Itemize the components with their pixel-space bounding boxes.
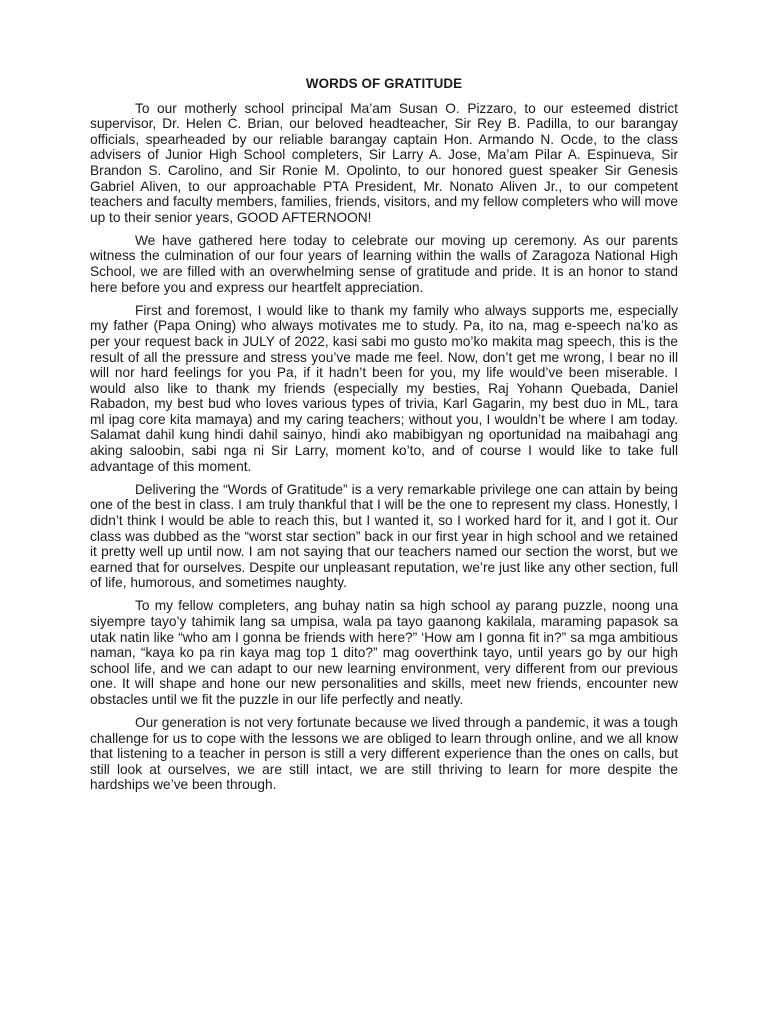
document-title: WORDS OF GRATITUDE <box>305 76 463 91</box>
paragraph-puzzle: To my fellow completers, ang buhay natin sa high school ay parang puzzle, noong una siyempre tayo’y tahimik lang sa umpisa, wala pa tayo gaanong kakilala, maraming papasok sa utak natin like “who am I gonna be friends with here?” ‘How am I gonna fit in?” sa mga ambitious naman, “kaya ko pa rin kaya mag top 1 dito?” mag ooverthink tayo, until years go by our high school life, and we can adapt to our new learning environment, very different from our previous one. It will shape and hone our new personalities and skills, meet new friends, encounter new obstacles until we fit the puzzle in our life perfectly and neatly. <box>90 598 678 707</box>
paragraph-privilege: Delivering the “Words of Gratitude” is a very remarkable privilege one can attain by being one of the best in class. I am truly thankful that I will be the one to represent my class. Honestly, I didn’t think I would be able to reach this, but I wanted it, so I worked hard for it, and I got it. Our class was dubbed as the “worst star section” back in our first year in high school and we retained it pretty well up until now. I am not saying that our teachers named our section the worst, but we earned that for ourselves. Despite our unpleasant reputation, we’re just like any other section, full of life, humorous, and sometimes naughty. <box>90 481 678 591</box>
paragraph-family-thanks: First and foremost, I would like to thank my family who always supports me, especially my father (Papa Oning) who always motivates me to study. Pa, ito na, mag e-speech na’ko as per your request back in JULY of 2022, kasi sabi mo gusto mo’ko makita mag speech, this is the result of all the pressure and stress you’ve made me feel. Now, don’t get me wrong, I bear no ill will nor hard feelings for you Pa, if it hadn’t been for you, my life would’ve been miserable. I would also like to thank my friends (especially my besties, Raj Yohann Quebada, Daniel Rabadon, my best bud who loves various types of trivia, Karl Gagarin, my best duo in ML, tara ml ipag core kita mamaya) and my caring teachers; without you, I wouldn’t be where I am today. Salamat dahil kung hindi dahil sainyo, hindi ako mabibigyan ng oportunidad na maibahagi ang aking saloobin, sabi nga ni Sir Larry, moment ko’to, and of course I would like to take full advantage of this moment. <box>90 302 678 474</box>
paragraph-pandemic: Our generation is not very fortunate because we lived through a pandemic, it was a tough challenge for us to cope with the lessons we are obliged to learn through online, and we all know that listening to a teacher in person is still a very different experience than the ones on calls, but still look at ourselves, we are still intact, we are still thriving to learn for more despite the hardships we’ve been through. <box>90 715 678 793</box>
paragraph-salutation: To our motherly school principal Ma’am Susan O. Pizzaro, to our esteemed district supervisor, Dr. Helen C. Brian, our beloved headteacher, Sir Rey B. Padilla, to our barangay officials, spearheaded by our reliable barangay captain Hon. Armando N. Ocde, to the class advisers of Junior High School completers, Sir Larry A. Jose, Ma’am Pilar A. Espinueva, Sir Brandon S. Carolino, and Sir Ronie M. Opolinto, to our honored guest speaker Sir Genesis Gabriel Aliven, to our approachable PTA President, Mr. Nonato Aliven Jr., to our competent teachers and faculty members, families, friends, visitors, and my fellow completers who will move up to their senior years, GOOD AFTERNOON! <box>90 100 678 225</box>
document-page <box>90 76 678 801</box>
paragraph-gathering: We have gathered here today to celebrate our moving up ceremony. As our parents witness the culmination of our four years of learning within the walls of Zaragoza National High School, we are filled with an overwhelming sense of gratitude and pride. It is an honor to stand here before you and express our heartfelt appreciation. <box>90 232 678 295</box>
